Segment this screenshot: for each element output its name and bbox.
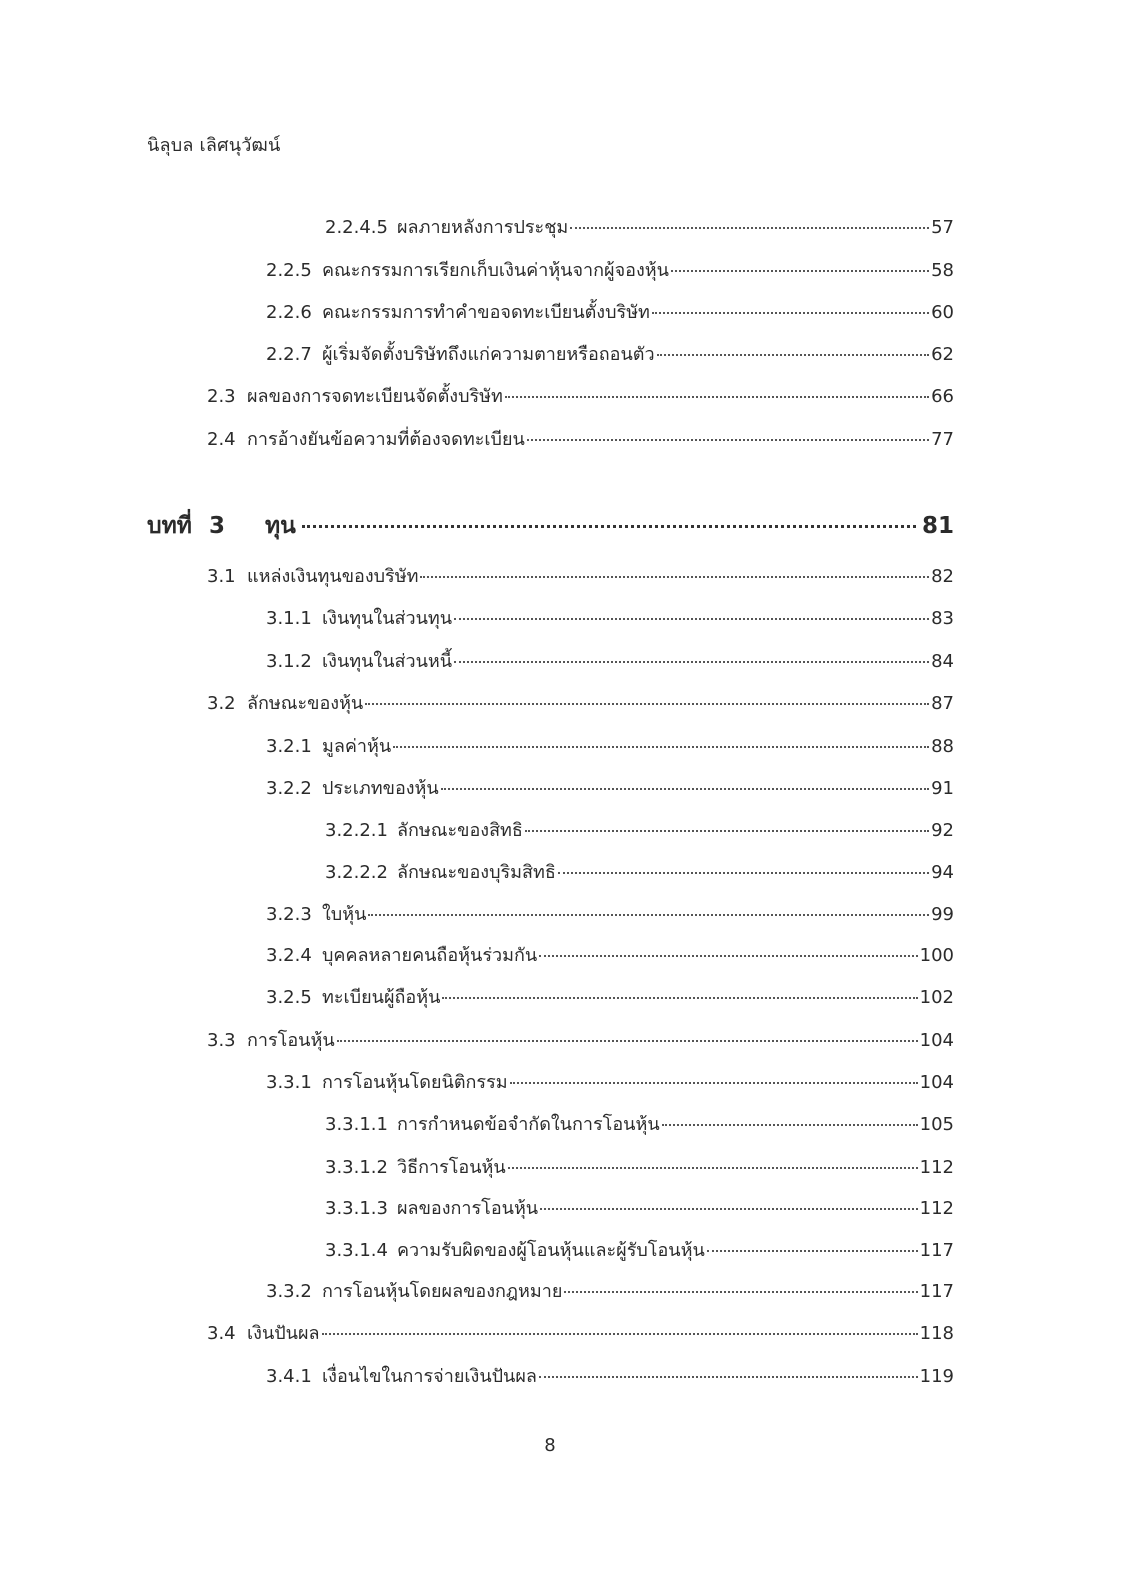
dot-leader (652, 312, 929, 314)
toc-entry-title: เงินทุนในส่วนทุน (322, 608, 453, 629)
toc-entry-number: 2.4 (207, 429, 236, 450)
toc-entry-title: การโอนหุ้นโดยนิติกรรม (322, 1072, 508, 1093)
toc-entry-title: ทะเบียนผู้ถือหุ้น (322, 987, 441, 1008)
toc-entry[interactable] (207, 561, 954, 590)
toc-entry-number: 2.2.7 (266, 344, 312, 365)
toc-entry-page: 100 (919, 945, 954, 966)
toc-entry-page: 94 (931, 862, 954, 883)
chapter-page: 81 (921, 513, 954, 539)
toc-entry[interactable] (266, 297, 954, 326)
toc-entry[interactable] (325, 1235, 954, 1264)
toc-entry-number: 2.3 (207, 386, 236, 407)
toc-entry-title: ลักษณะของหุ้น (247, 693, 364, 714)
dot-leader (454, 618, 929, 620)
toc-entry-number: 3.2 (207, 693, 236, 714)
toc-entry-title: คณะกรรมการทำคำขอจดทะเบียนตั้งบริษัท (322, 302, 650, 323)
toc-entry-page: 58 (931, 260, 954, 281)
toc-entry[interactable] (325, 815, 954, 844)
toc-entry-title: ลักษณะของสิทธิ (397, 820, 523, 841)
toc-entry-number: 3.2.4 (266, 945, 312, 966)
toc-entry-title: ประเภทของหุ้น (322, 778, 439, 799)
dot-leader (564, 1291, 917, 1293)
toc-entry[interactable] (325, 857, 954, 886)
chapter-label: บทที่ (147, 513, 192, 539)
dot-leader (525, 830, 929, 832)
toc-entry-page: 84 (931, 651, 954, 672)
toc-entry-title: การกำหนดข้อจำกัดในการโอนหุ้น (397, 1114, 660, 1135)
chapter-number: 3 (209, 513, 226, 539)
toc-entry-page: 91 (931, 778, 954, 799)
toc-entry-title: การโอนหุ้น (247, 1030, 335, 1051)
toc-entry-title: มูลค่าหุ้น (322, 736, 392, 757)
toc-entry-title: ผลของการจดทะเบียนจัดตั้งบริษัท (247, 386, 503, 407)
toc-entry[interactable] (266, 731, 954, 760)
toc-entry-page: 118 (919, 1323, 954, 1344)
toc-entry-number: 3.1.2 (266, 651, 312, 672)
toc-entry-page: 92 (931, 820, 954, 841)
toc-entry-title: คณะกรรมการเรียกเก็บเงินค่าหุ้นจากผู้จองหุ้น (322, 260, 669, 281)
dot-leader (393, 746, 929, 748)
dot-leader (570, 227, 929, 229)
toc-entry-page: 102 (919, 987, 954, 1008)
toc-entry-number: 3.2.5 (266, 987, 312, 1008)
toc-entry[interactable] (207, 1318, 954, 1347)
page-number: 8 (544, 1435, 556, 1456)
dot-leader (657, 354, 930, 356)
toc-entry-title: บุคคลหลายคนถือหุ้นร่วมกัน (322, 945, 538, 966)
toc-entry[interactable] (266, 255, 954, 284)
toc-entry-title: การอ้างยันข้อความที่ต้องจดทะเบียน (247, 429, 525, 450)
toc-entry-page: 112 (919, 1157, 954, 1178)
toc-entry[interactable] (325, 212, 954, 241)
toc-entry-page: 87 (931, 693, 954, 714)
toc-entry-title: ใบหุ้น (322, 904, 367, 925)
toc-entry-number: 2.2.4.5 (325, 217, 388, 238)
toc-entry-number: 2.2.6 (266, 302, 312, 323)
dot-leader (508, 1167, 918, 1169)
toc-entry[interactable] (266, 940, 954, 969)
toc-entry-page: 99 (931, 904, 954, 925)
toc-entry[interactable] (266, 1067, 954, 1096)
dot-leader (365, 703, 929, 705)
dot-leader (527, 439, 929, 441)
running-header-author: นิลุบล เลิศนุวัฒน์ (147, 135, 281, 156)
toc-entry-title: ผลภายหลังการประชุม (397, 217, 569, 238)
toc-entry-page: 117 (919, 1240, 954, 1261)
dot-leader (337, 1040, 918, 1042)
dot-leader (454, 661, 929, 663)
toc-entry-page: 117 (919, 1281, 954, 1302)
toc-entry-page: 57 (931, 217, 954, 238)
toc-entry-title: เงื่อนไขในการจ่ายเงินปันผล (322, 1366, 537, 1387)
dot-leader (707, 1250, 918, 1252)
toc-entry[interactable] (266, 773, 954, 802)
toc-entry[interactable] (325, 1152, 954, 1181)
toc-entry-page: 104 (919, 1030, 954, 1051)
dot-leader (558, 872, 929, 874)
toc-entry[interactable] (266, 899, 954, 928)
toc-entry-page: 62 (931, 344, 954, 365)
toc-entry[interactable] (266, 1361, 954, 1390)
toc-entry-title: การโอนหุ้นโดยผลของกฎหมาย (322, 1281, 563, 1302)
toc-entry-page: 83 (931, 608, 954, 629)
dot-leader (302, 525, 916, 528)
chapter-title: ทุน (265, 513, 296, 539)
toc-entry[interactable] (207, 424, 954, 453)
toc-entry-title: ผู้เริ่มจัดตั้งบริษัทถึงแก่ความตายหรือถอนตัว (322, 344, 655, 365)
toc-entry-title: ผลของการโอนหุ้น (397, 1198, 539, 1219)
toc-entry[interactable] (207, 1025, 954, 1054)
toc-entry-title: ลักษณะของบุริมสิทธิ (397, 862, 556, 883)
toc-entry[interactable] (266, 603, 954, 632)
toc-entry-title: เงินปันผล (247, 1323, 320, 1344)
toc-entry-number: 3.1.1 (266, 608, 312, 629)
toc-entry-number: 3.3.1.3 (325, 1198, 388, 1219)
toc-entry[interactable] (266, 339, 954, 368)
dot-leader (539, 1376, 918, 1378)
dot-leader (420, 576, 929, 578)
dot-leader (540, 1208, 918, 1210)
toc-entry-page: 112 (919, 1198, 954, 1219)
dot-leader (662, 1124, 918, 1126)
toc-entry-number: 3.2.3 (266, 904, 312, 925)
dot-leader (441, 788, 929, 790)
toc-entry-number: 3.3.1.1 (325, 1114, 388, 1135)
toc-entry[interactable] (266, 1276, 954, 1305)
toc-entry-number: 3.3.1.2 (325, 1157, 388, 1178)
toc-entry-title: แหล่งเงินทุนของบริษัท (247, 566, 419, 587)
toc-chapter-heading[interactable] (147, 508, 954, 544)
toc-entry-page: 105 (919, 1114, 954, 1135)
toc-entry[interactable] (207, 688, 954, 717)
dot-leader (671, 270, 929, 272)
dot-leader (505, 396, 929, 398)
toc-entry-page: 119 (919, 1366, 954, 1387)
toc-entry-title: เงินทุนในส่วนหนี้ (322, 651, 453, 672)
toc-entry-number: 3.2.2.1 (325, 820, 388, 841)
toc-entry-number: 3.2.2 (266, 778, 312, 799)
toc-entry-number: 3.3.1.4 (325, 1240, 388, 1261)
toc-entry-number: 3.3.2 (266, 1281, 312, 1302)
dot-leader (322, 1333, 918, 1335)
toc-entry[interactable] (266, 982, 954, 1011)
dot-leader (539, 955, 917, 957)
toc-entry-number: 3.2.2.2 (325, 862, 388, 883)
toc-entry[interactable] (325, 1193, 954, 1222)
toc-entry-page: 82 (931, 566, 954, 587)
toc-entry-number: 3.3 (207, 1030, 236, 1051)
toc-entry-page: 77 (931, 429, 954, 450)
toc-entry[interactable] (207, 381, 954, 410)
toc-entry-number: 2.2.5 (266, 260, 312, 281)
toc-entry-number: 3.4 (207, 1323, 236, 1344)
toc-entry-page: 104 (919, 1072, 954, 1093)
toc-entry-number: 3.4.1 (266, 1366, 312, 1387)
dot-leader (510, 1082, 918, 1084)
dot-leader (368, 914, 929, 916)
toc-entry-page: 88 (931, 736, 954, 757)
toc-entry-title: ความรับผิดของผู้โอนหุ้นและผู้รับโอนหุ้น (397, 1240, 705, 1261)
toc-entry-number: 3.1 (207, 566, 236, 587)
toc-entry-number: 3.2.1 (266, 736, 312, 757)
toc-entry-page: 66 (931, 386, 954, 407)
toc-entry-number: 3.3.1 (266, 1072, 312, 1093)
toc-entry-page: 60 (931, 302, 954, 323)
toc-entry[interactable] (325, 1109, 954, 1138)
toc-entry-title: วิธีการโอนหุ้น (397, 1157, 506, 1178)
dot-leader (442, 997, 917, 999)
toc-entry[interactable] (266, 646, 954, 675)
